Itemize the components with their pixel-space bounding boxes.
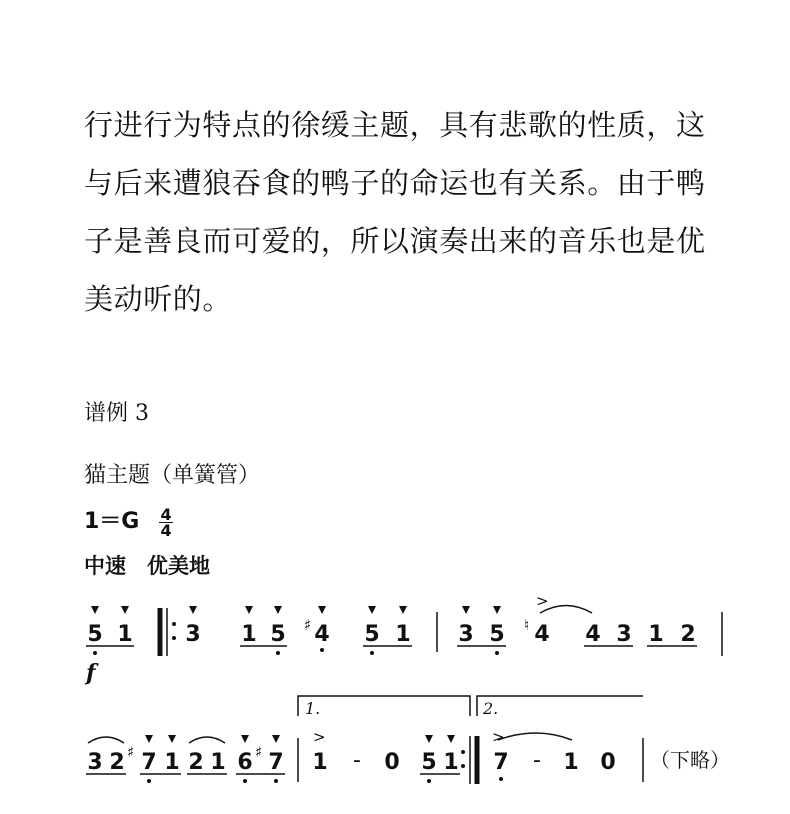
staccato — [241, 735, 249, 743]
note: 2 — [109, 750, 125, 775]
paragraph-line: 子是善良而可爱的，所以演奏出来的音乐也是优 — [84, 224, 706, 258]
ending-1-label: 1. — [305, 699, 321, 718]
tempo-marking: 中速 优美地 — [84, 554, 210, 578]
note: 3 — [87, 750, 103, 775]
staccato — [91, 606, 99, 614]
low-dot — [495, 651, 499, 655]
staccato — [447, 735, 455, 743]
note: 5 — [364, 622, 380, 647]
note: 3 — [185, 622, 201, 647]
staccato — [462, 606, 470, 614]
sharp-sign: ♯ — [255, 743, 263, 761]
low-dot — [147, 779, 151, 783]
note: 4 — [314, 622, 330, 647]
note: 6 — [237, 750, 253, 775]
time-sig-bottom: 4 — [160, 520, 172, 540]
note: 1 — [563, 750, 579, 775]
tie — [498, 733, 572, 740]
note: 1 — [395, 622, 411, 647]
example-label: 谱例 3 — [84, 401, 149, 426]
accent-mark: > — [492, 728, 505, 746]
staccato — [189, 606, 197, 614]
note: 5 — [270, 622, 286, 647]
dash: - — [353, 748, 361, 773]
paragraph-line: 与后来遭狼吞食的鸭子的命运也有关系。由于鸭 — [84, 166, 706, 200]
time-sig-top: 4 — [160, 504, 172, 524]
slur — [88, 737, 124, 743]
score-line-2 — [86, 696, 730, 784]
natural-sign: ♮ — [524, 616, 530, 634]
staccato — [168, 735, 176, 743]
slur — [189, 737, 225, 743]
staccato — [274, 606, 282, 614]
repeat-dot — [172, 636, 176, 640]
note: 0 — [600, 750, 616, 775]
repeat-dot — [461, 750, 465, 754]
staccato — [368, 606, 376, 614]
note: 2 — [188, 750, 204, 775]
staccato — [399, 606, 407, 614]
octave-dots — [93, 648, 499, 655]
ending-bracket-1 — [298, 696, 470, 716]
note: 1 — [210, 750, 226, 775]
staccato — [145, 735, 153, 743]
note: 1 — [648, 622, 664, 647]
low-dot — [320, 648, 324, 652]
note: 5 — [489, 622, 505, 647]
paragraph-line: 美动听的。 — [84, 282, 233, 316]
low-dot — [276, 651, 280, 655]
ending-2-label: 2. — [483, 699, 499, 718]
low-dot — [93, 651, 97, 655]
staccato — [245, 606, 253, 614]
low-dot — [427, 779, 431, 783]
note: 5 — [87, 622, 103, 647]
note: 7 — [493, 750, 509, 775]
staccato — [318, 606, 326, 614]
note: 1 — [117, 622, 133, 647]
low-dot — [370, 651, 374, 655]
paragraph-line: 行进行为特点的徐缓主题，具有悲歌的性质，这 — [84, 108, 706, 142]
note: 3 — [458, 622, 474, 647]
staccato — [121, 606, 129, 614]
staccato — [493, 606, 501, 614]
dash: - — [533, 748, 541, 773]
note: 7 — [268, 750, 284, 775]
low-dot — [243, 779, 247, 783]
note: 1 — [312, 750, 328, 775]
staccato — [425, 735, 433, 743]
note: 7 — [141, 750, 157, 775]
key-text: 1＝G — [84, 509, 140, 534]
note: 1 — [164, 750, 180, 775]
note: 4 — [534, 622, 550, 647]
theme-title: 猫主题（单簧管） — [84, 463, 261, 488]
octave-dots — [147, 777, 503, 783]
note: 1 — [443, 750, 459, 775]
dynamic-forte: f — [86, 660, 96, 686]
accent-mark: > — [313, 728, 326, 746]
staccato-marks — [91, 606, 501, 614]
low-dot — [274, 779, 278, 783]
note: 1 — [241, 622, 257, 647]
score-line-1 — [84, 592, 722, 686]
note: 5 — [421, 750, 437, 775]
note: 3 — [616, 622, 632, 647]
repeat-dot — [172, 622, 176, 626]
note: 4 — [585, 622, 601, 647]
low-dot — [499, 777, 503, 781]
repeat-dot — [461, 764, 465, 768]
accent-mark: > — [536, 592, 549, 610]
staccato — [272, 735, 280, 743]
ending-bracket-2 — [477, 696, 643, 716]
omitted-note: （下略） — [650, 748, 730, 772]
sharp-sign: ♯ — [127, 743, 135, 761]
note: 0 — [384, 750, 400, 775]
note: 2 — [680, 622, 696, 647]
sharp-sign: ♯ — [304, 616, 312, 634]
